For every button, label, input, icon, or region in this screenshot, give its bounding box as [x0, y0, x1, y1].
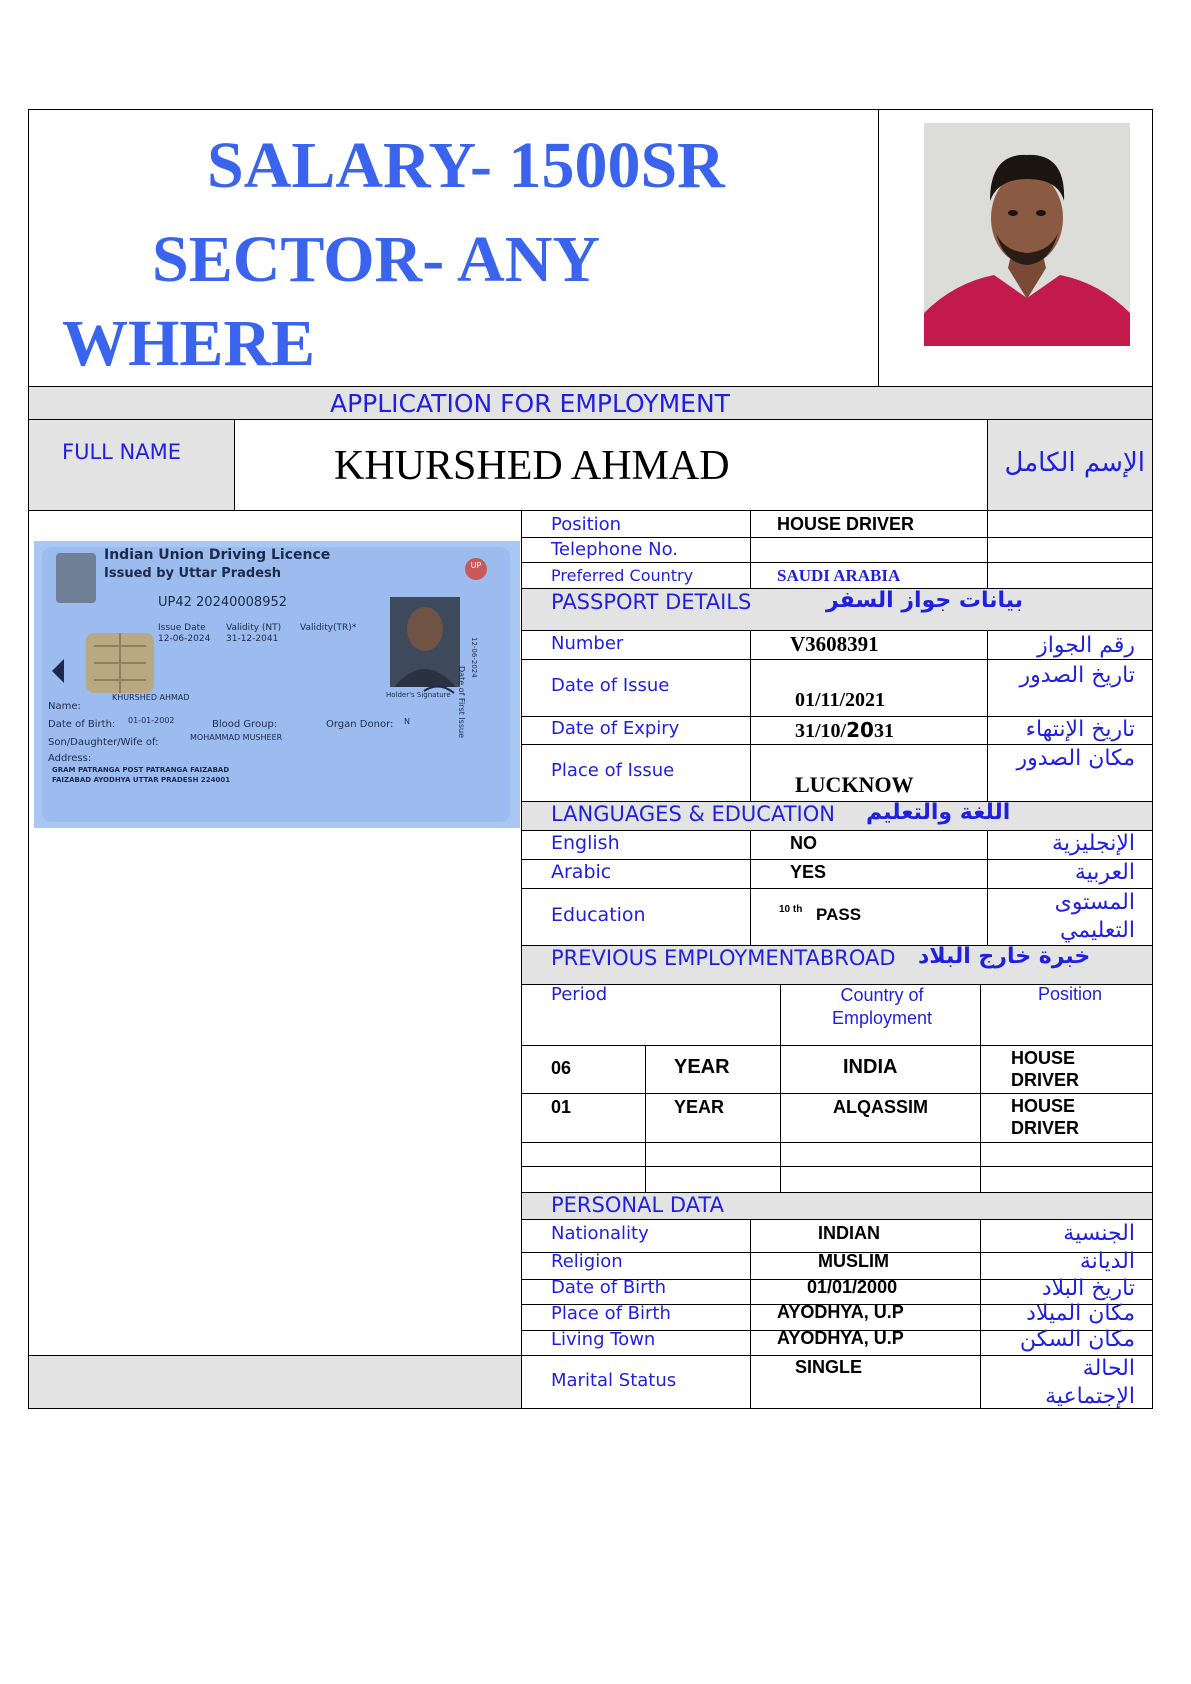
pob-label: Place of Birth — [551, 1303, 671, 1324]
marital-status-label: Marital Status — [551, 1370, 677, 1391]
education-label: Education — [551, 904, 646, 926]
employment-row-2-position: HOUSE DRIVER — [1011, 1096, 1080, 1138]
telephone-label: Telephone No. — [551, 539, 679, 560]
licence-issue-date-label: Issue Date — [158, 623, 206, 633]
living-town-label-ar: مكان السكن — [1019, 1327, 1135, 1352]
licence-validity-nt: 31-12-2041 — [226, 634, 279, 644]
education-grade: 10 th — [779, 904, 803, 915]
column-period: Period — [551, 984, 608, 1005]
passport-number-label-ar: رقم الجواز — [1037, 633, 1135, 658]
licence-address-line2: FAIZABAD AYODHYA UTTAR PRADESH 224001 — [52, 776, 231, 784]
page-title: APPLICATION FOR EMPLOYMENT — [330, 389, 730, 418]
religion-value: MUSLIM — [818, 1251, 889, 1271]
salary-heading: SALARY- 1500SR — [207, 129, 725, 202]
marital-left-band — [29, 1355, 521, 1408]
pob-label-ar: مكان الميلاد — [1026, 1301, 1135, 1326]
full-name-label: FULL NAME — [62, 440, 181, 464]
licence-relation-label: Son/Daughter/Wife of: — [48, 737, 159, 748]
employment-row-1-unit: YEAR — [674, 1056, 730, 1078]
licence-relation: MOHAMMAD MUSHEER — [190, 733, 283, 742]
employment-row-2-unit: YEAR — [674, 1097, 725, 1117]
position-label: Position — [551, 514, 622, 535]
licence-validity-nt-label: Validity (NT) — [226, 623, 282, 633]
licence-signature-label: Holder's Signature — [386, 691, 451, 699]
employment-row-1-position: HOUSE DRIVER — [1011, 1048, 1080, 1090]
full-name-value: KHURSHED AHMAD — [334, 443, 730, 489]
dob-label: Date of Birth — [551, 1277, 667, 1298]
sector-heading: SECTOR- ANY — [152, 223, 601, 296]
religion-label: Religion — [551, 1251, 623, 1272]
date-of-issue-label-ar: تاريخ الصدور — [1019, 663, 1135, 688]
licence-dob-label: Date of Birth: — [48, 719, 116, 730]
licence-dob: 01-01-2002 — [128, 716, 175, 725]
licence-name: KHURSHED AHMAD — [112, 693, 190, 702]
licence-name-label: Name: — [48, 701, 81, 712]
licence-number: UP42 20240008952 — [158, 595, 288, 610]
employment-row-1-country: INDIA — [843, 1056, 898, 1078]
licence-organ: N — [404, 717, 410, 726]
arabic-label-ar: العربية — [1074, 860, 1135, 885]
personal-section-title: PERSONAL DATA — [551, 1193, 724, 1217]
marital-status-value: SINGLE — [795, 1357, 863, 1377]
licence-blood-label: Blood Group: — [212, 719, 278, 730]
licence-first-issue: 12-06-2024 — [470, 637, 478, 678]
employment-section-title: PREVIOUS EMPLOYMENTABROAD — [551, 946, 896, 970]
licence-address-line1: GRAM PATRANGA POST PATRANGA FAIZABAD — [52, 766, 230, 774]
passport-number-label: Number — [551, 633, 624, 654]
passport-section-title-ar: بيانات جواز السفر — [826, 588, 1024, 613]
education-value: PASS — [816, 905, 862, 924]
sector-heading-cont: WHERE — [62, 307, 316, 380]
passport-number-value: V3608391 — [790, 632, 879, 656]
preferred-country-value: SAUDI ARABIA — [777, 566, 901, 585]
employment-row-1-period: 06 — [551, 1058, 572, 1078]
place-of-issue-label-ar: مكان الصدور — [1016, 746, 1135, 771]
dob-value: 01/01/2000 — [807, 1277, 898, 1297]
languages-section-title: LANGUAGES & EDUCATION — [551, 802, 835, 826]
position-value: HOUSE DRIVER — [777, 514, 915, 534]
employment-row-2-country: ALQASSIM — [833, 1097, 929, 1117]
english-label-ar: الإنجليزية — [1052, 831, 1135, 856]
employment-row-2-period: 01 — [551, 1097, 572, 1117]
date-of-expiry-label-ar: تاريخ الإنتهاء — [1025, 717, 1135, 742]
religion-label-ar: الديانة — [1079, 1249, 1135, 1274]
english-value: NO — [790, 833, 817, 853]
licence-issue-date: 12-06-2024 — [158, 634, 211, 644]
nationality-value: INDIAN — [818, 1223, 880, 1243]
passport-section-title: PASSPORT DETAILS — [551, 590, 752, 614]
full-name-label-cell — [29, 420, 234, 510]
licence-address-label: Address: — [48, 753, 92, 764]
date-of-issue-label: Date of Issue — [551, 675, 670, 696]
licence-title: Indian Union Driving Licence — [104, 547, 331, 563]
applicant-photo — [924, 123, 1130, 346]
marital-status-label-ar: الحالة الإجتماعية — [1045, 1356, 1135, 1409]
pob-value: AYODHYA, U.P — [777, 1302, 904, 1322]
preferred-country-label: Preferred Country — [551, 566, 694, 585]
date-of-expiry-label: Date of Expiry — [551, 718, 680, 739]
date-of-expiry-value: 31/10/2031 — [795, 718, 894, 742]
education-label-ar: المستوى التعليمي — [1054, 890, 1135, 943]
nationality-label-ar: الجنسية — [1063, 1221, 1135, 1246]
employment-section-title-ar: خبرة خارج البلاد — [918, 944, 1091, 969]
dob-label-ar: تاريخ البلاد — [1041, 1276, 1135, 1301]
languages-section-title-ar: اللغة والتعليم — [866, 800, 1011, 825]
place-of-issue-label: Place of Issue — [551, 760, 675, 781]
licence-validity-tr-label: Validity(TR)* — [300, 623, 357, 633]
full-name-label-ar: الإسم الكامل — [1004, 448, 1145, 478]
arabic-value: YES — [790, 862, 827, 882]
date-of-issue-value: 01/11/2021 — [795, 689, 886, 711]
place-of-issue-value: LUCKNOW — [795, 772, 914, 797]
column-country: Country of Employment — [831, 985, 933, 1028]
living-town-value: AYODHYA, U.P — [777, 1328, 904, 1348]
licence-organ-label: Organ Donor: — [326, 719, 394, 730]
licence-issuer: Issued by Uttar Pradesh — [104, 566, 282, 581]
nationality-label: Nationality — [551, 1223, 649, 1244]
living-town-label: Living Town — [551, 1329, 656, 1350]
licence-state-badge: UP — [470, 561, 482, 570]
english-label: English — [551, 832, 620, 854]
licence-first-issue-label: Date of First Issue — [457, 666, 466, 738]
driving-licence-image — [34, 541, 520, 828]
arabic-label: Arabic — [551, 861, 612, 883]
column-position: Position — [1037, 984, 1103, 1004]
